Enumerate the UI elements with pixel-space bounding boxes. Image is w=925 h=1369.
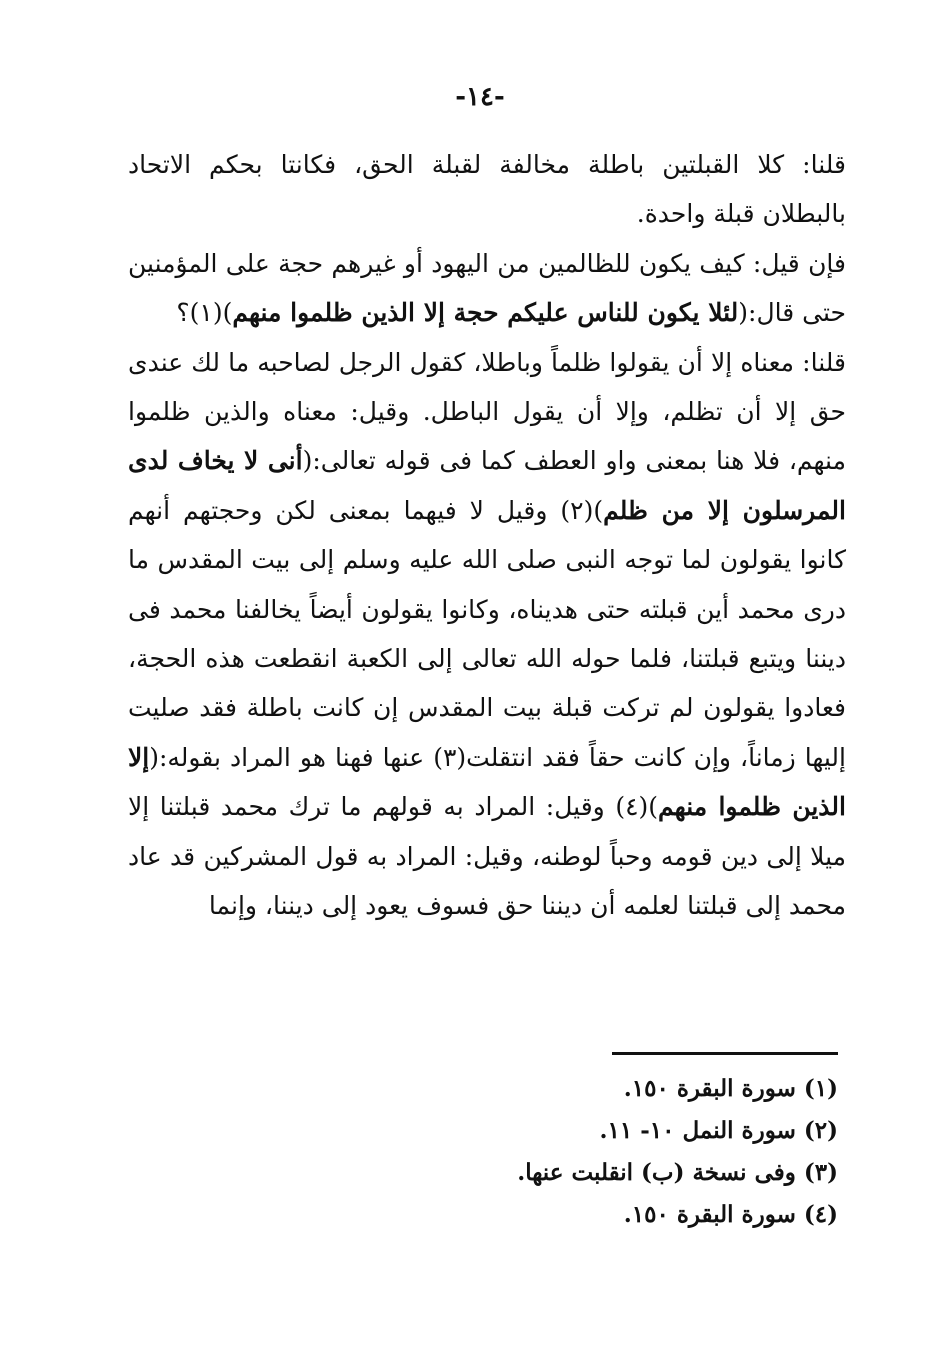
footnote-1: (١) سورة البقرة ١٥٠.: [623, 1075, 838, 1102]
footnote-3: (٣) وفى نسخة (ب) انقلبت عنها.: [517, 1159, 838, 1186]
quran-quote-2: أنى لا يخاف لدى المرسلون إلا من ظلم: [128, 446, 846, 525]
paragraph-1-text: قلنا: كلا القبلتين باطلة مخالفة لقبلة الحق، فكانتا بحكم الاتحاد بالبطلان قبلة واحدة.: [128, 150, 846, 229]
paragraph-3-text-a: قلنا: معناه إلا أن يقولوا ظلماً وباطلا، كقول الرجل لصاحبه ما لك عندى حق إلا أن تظلم، وإلا أن يقول الباطل. وقيل: معناه والذين ظلموا منهم، فلا هنا بمعنى واو العطف كما فى قوله تعالى:(: [128, 347, 846, 476]
quran-quote-3: إلا الذين ظلموا منهم: [128, 742, 846, 822]
footnotes: [300, 1068, 838, 1236]
quran-quote-1: لئلا يكون للناس عليكم حجة إلا الذين ظلموا منهم: [232, 298, 739, 328]
footnote-4: (٤) سورة البقرة ١٥٠.: [623, 1201, 838, 1228]
paragraph-3-text-c: )(٤) وقيل: المراد به قولهم ما ترك محمد قبلتنا إلا ميلا إلى دين قومه وحباً لوطنه، وقيل: المراد به قول المشركين قد عاد محمد إلى قبلتنا لعلمه أن ديننا حق فسوف يعود إلى ديننا، وإنما: [128, 792, 846, 921]
footnote-separator: [612, 1052, 838, 1055]
paragraph-1: [128, 140, 846, 239]
page-number: -١٤-: [455, 82, 505, 112]
paragraph-3-text-b: )(٢) وقيل لا فيهما بمعنى لكن وحجتهم أنهم كانوا يقولون لما توجه النبى صلى الله عليه وسلم إلى بيت المقدس ما درى محمد أين قبلته حتى هديناه، وكانوا يقولون أيضاً يخالفنا محمد فى ديننا ويتبع قبلتنا، فلما حوله الله تعالى إلى الكعبة انقطعت هذه الحجة، فعادوا يقولون لم تركت قبلة بيت المقدس إن كانت باطلة فقد صليت إليها زماناً، وإن كانت حقاً فقد انتقلت(٣) عنها فهنا هو المراد بقوله:(: [128, 495, 846, 772]
paragraph-2: [128, 239, 846, 338]
paragraph-2-text-b: )(١)؟: [176, 298, 233, 328]
body-text: [128, 140, 846, 931]
paragraph-3: [128, 338, 846, 931]
paragraph-2-text-a: فإن قيل: كيف يكون للظالمين من اليهود أو غيرهم حجة على المؤمنين حتى قال:(: [128, 248, 846, 328]
footnote-2: (٢) سورة النمل ١٠- ١١.: [599, 1117, 838, 1144]
